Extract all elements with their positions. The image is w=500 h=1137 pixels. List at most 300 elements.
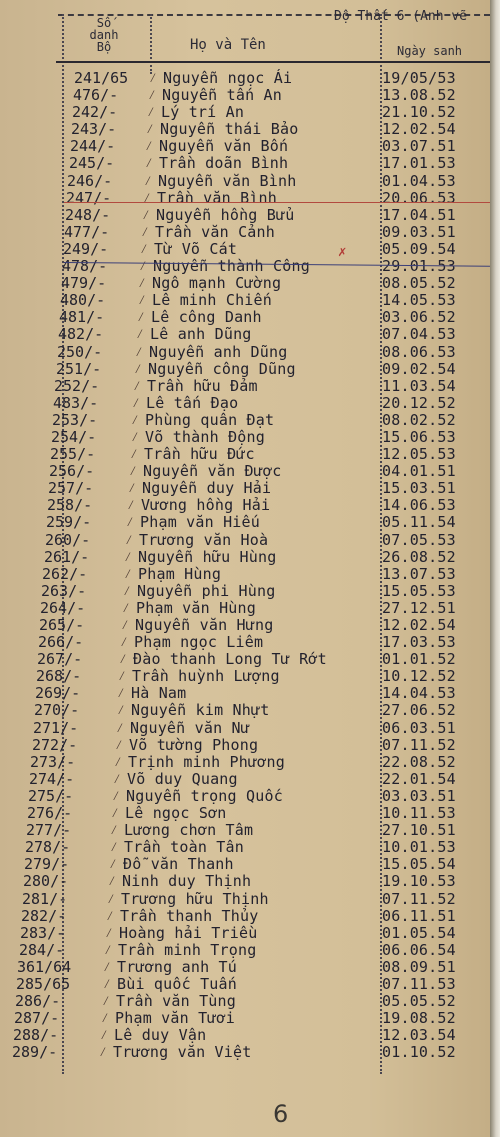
roster-name: Trần văn Tùng [116, 992, 236, 1011]
roster-name: Nguyễn văn Bình [158, 171, 297, 190]
page-number: 6 [273, 1100, 289, 1128]
pencil-tick-icon: ⁄ [138, 293, 146, 309]
roster-name: Trần doãn Bình [159, 154, 289, 173]
table-row [0, 497, 490, 514]
roster-name: Nguyễn thái Bảo [160, 120, 299, 139]
roster-name: Phạm Hùng [138, 564, 222, 583]
pencil-tick-icon: ⁄ [119, 652, 127, 668]
pencil-tick-icon: ⁄ [146, 122, 154, 138]
pencil-tick-icon: ⁄ [148, 88, 156, 104]
roster-name: Vương hồng Hải [141, 496, 271, 515]
roster-birthdate: 03.06.52 [382, 308, 456, 327]
roster-number: 269/- [35, 684, 81, 703]
pencil-tick-icon: ⁄ [149, 71, 157, 86]
table-row [0, 138, 490, 155]
pencil-tick-icon: ⁄ [117, 686, 125, 702]
roster-name: Trương hữu Thịnh [121, 889, 269, 908]
roster-number: 258/- [47, 496, 93, 515]
table-row [0, 514, 490, 531]
red-check-mark: ✗ [338, 244, 347, 260]
roster-number: 483/- [53, 393, 99, 412]
table-row [0, 87, 490, 104]
roster-birthdate: 09.02.54 [382, 359, 456, 378]
roster-number: 271/- [33, 718, 79, 737]
roster-name: Võ thành Động [145, 427, 265, 446]
roster-name: Trần hữu Đức [144, 445, 255, 464]
roster-number: 282/- [21, 906, 67, 925]
table-row [0, 873, 490, 890]
pencil-tick-icon: ⁄ [113, 771, 121, 787]
roster-number: 248/- [65, 205, 111, 224]
roster-birthdate: 06.03.51 [382, 718, 456, 737]
pencil-tick-icon: ⁄ [110, 823, 118, 839]
table-row [0, 685, 490, 702]
pencil-tick-icon: ⁄ [100, 1028, 108, 1044]
pencil-tick-icon: ⁄ [116, 720, 124, 736]
roster-name: Bùi quốc Tuấn [117, 974, 237, 993]
roster-name: Lê tấn Đạo [146, 393, 239, 412]
roster-name: Nguyễn duy Hải [142, 479, 272, 498]
roster-birthdate: 20.06.53 [382, 188, 456, 207]
roster-number: 275/- [28, 786, 74, 805]
pencil-tick-icon: ⁄ [135, 344, 143, 360]
roster-name: Trịnh minh Phương [128, 752, 285, 771]
roster-birthdate: 08.05.52 [382, 274, 456, 293]
table-row [0, 326, 490, 343]
page-edge [490, 0, 500, 1137]
roster-name: Nguyễn công Dũng [148, 359, 296, 378]
roster-name: Ngô mạnh Cường [152, 274, 282, 293]
pencil-tick-icon: ⁄ [102, 994, 110, 1010]
roster-name: Nguyễn ngọc Ái [163, 69, 293, 87]
roster-birthdate: 26.08.52 [382, 547, 456, 566]
pencil-tick-icon: ⁄ [142, 207, 150, 223]
roster-name: Ninh duy Thịnh [122, 872, 252, 891]
roster-name: Trương anh Tú [117, 957, 237, 976]
roster-name: Nguyễn hữu Hùng [138, 547, 277, 566]
roster-number: 281/- [22, 889, 68, 908]
roster-name: Trương văn Việt [113, 1043, 252, 1062]
roster-birthdate: 15.03.51 [382, 479, 456, 498]
roster-list [0, 70, 490, 1061]
roster-name: Lê minh Chiến [152, 291, 272, 310]
roster-name: Trần văn Bình [157, 188, 277, 207]
table-row [0, 737, 490, 754]
table-row [0, 258, 490, 275]
pencil-tick-icon: ⁄ [117, 703, 125, 719]
column-header-date: Ngày sanh [397, 44, 463, 58]
roster-name: Nguyễn trọng Quốc [126, 786, 283, 805]
roster-birthdate: 17.04.51 [382, 205, 456, 224]
table-row [0, 805, 490, 822]
table-row [0, 634, 490, 651]
pencil-tick-icon: ⁄ [111, 806, 119, 822]
roster-name: Trần minh Trọng [118, 940, 257, 959]
pencil-tick-icon: ⁄ [143, 190, 151, 206]
table-row [0, 190, 490, 207]
pencil-tick-icon: ⁄ [106, 908, 114, 924]
roster-birthdate: 14.04.53 [382, 684, 456, 703]
table-row [0, 668, 490, 685]
roster-birthdate: 10.01.53 [382, 838, 456, 857]
department-header: Độ Thất 6 (Anh vẽ [334, 9, 468, 24]
roster-number: 259/- [46, 513, 92, 532]
pencil-tick-icon: ⁄ [101, 1011, 109, 1027]
roster-birthdate: 05.11.54 [382, 513, 456, 532]
column-header-name: Họ và Tên [190, 37, 266, 53]
table-row [0, 395, 490, 412]
roster-name: Lý trí An [161, 103, 245, 122]
table-row [0, 224, 490, 241]
pencil-tick-icon: ⁄ [107, 891, 115, 907]
pencil-tick-icon: ⁄ [118, 669, 126, 685]
roster-number: 278/- [25, 838, 71, 857]
roster-birthdate: 12.02.54 [382, 120, 456, 139]
header-rule [56, 61, 490, 63]
table-row [0, 583, 490, 600]
roster-number: 261/- [44, 547, 90, 566]
roster-birthdate: 13.07.53 [382, 564, 456, 583]
table-row [0, 344, 490, 361]
table-row [0, 856, 490, 873]
roster-name: Trần văn Cảnh [155, 222, 275, 241]
roster-birthdate: 14.06.53 [382, 496, 456, 515]
pencil-tick-icon: ⁄ [127, 498, 135, 514]
roster-name: Nguyễn thành Công [153, 257, 310, 276]
table-row [0, 429, 490, 446]
roster-number: 244/- [70, 137, 116, 156]
roster-birthdate: 07.11.53 [382, 974, 456, 993]
roster-name: Nguyễn văn Được [143, 462, 282, 481]
roster-number: 482/- [58, 325, 104, 344]
roster-birthdate: 07.05.53 [382, 530, 456, 549]
roster-birthdate: 05.09.54 [382, 239, 456, 258]
table-row [0, 361, 490, 378]
pencil-tick-icon: ⁄ [120, 635, 128, 651]
table-row [0, 720, 490, 737]
pencil-tick-icon: ⁄ [147, 105, 155, 121]
pencil-tick-icon: ⁄ [126, 515, 134, 531]
roster-birthdate: 20.12.52 [382, 393, 456, 412]
table-row [0, 839, 490, 856]
roster-name: Nguyễn phi Hùng [137, 581, 276, 600]
table-row [0, 754, 490, 771]
roster-name: Đào thanh Long Tư Rớt [133, 650, 327, 669]
table-row [0, 207, 490, 224]
table-row [0, 942, 490, 959]
pencil-tick-icon: ⁄ [131, 429, 139, 445]
pencil-tick-icon: ⁄ [138, 276, 146, 292]
roster-number: 284/- [19, 940, 65, 959]
roster-birthdate: 07.04.53 [382, 325, 456, 344]
roster-birthdate: 09.03.51 [382, 222, 456, 241]
roster-birthdate: 15.05.53 [382, 581, 456, 600]
roster-number: 243/- [71, 120, 117, 139]
roster-name: Đỗ văn Thanh [123, 855, 234, 874]
roster-name: Lê công Danh [151, 308, 262, 327]
roster-number: 264/- [40, 598, 86, 617]
roster-name: Phạm văn Tươi [115, 1009, 235, 1028]
table-row [0, 241, 490, 258]
pencil-tick-icon: ⁄ [124, 549, 132, 565]
roster-number: 274/- [29, 769, 75, 788]
roster-number: 476/- [73, 86, 119, 105]
roster-number: 283/- [20, 923, 66, 942]
table-row [0, 463, 490, 480]
roster-number: 287/- [14, 1009, 60, 1028]
pencil-tick-icon: ⁄ [132, 395, 140, 411]
roster-name: Phạm văn Hùng [136, 598, 256, 617]
roster-number: 279/- [24, 855, 70, 874]
roster-number: 285/65 [16, 974, 71, 993]
roster-birthdate: 13.08.52 [382, 86, 456, 105]
roster-number: 286/- [15, 992, 61, 1011]
pencil-tick-icon: ⁄ [109, 857, 117, 873]
roster-number: 246/- [67, 171, 113, 190]
roster-number: 272/- [32, 735, 78, 754]
pencil-tick-icon: ⁄ [104, 942, 112, 958]
pencil-tick-icon: ⁄ [131, 412, 139, 428]
roster-number: 262/- [42, 564, 88, 583]
roster-number: 361/64 [17, 957, 72, 976]
roster-birthdate: 15.06.53 [382, 427, 456, 446]
roster-birthdate: 19/05/53 [382, 69, 456, 87]
roster-name: Trần thanh Thủy [120, 906, 259, 925]
table-row [0, 446, 490, 463]
roster-number: 267/- [37, 650, 83, 669]
roster-birthdate: 08.02.52 [382, 410, 456, 429]
roster-name: Lương chơn Tâm [124, 821, 254, 840]
roster-number: 241/65 [74, 69, 129, 87]
table-row [0, 1044, 490, 1061]
table-row [0, 566, 490, 583]
roster-number: 247/- [66, 188, 112, 207]
roster-number: 256/- [49, 462, 95, 481]
roster-birthdate: 21.10.52 [382, 103, 456, 122]
roster-name: Lê duy Vận [114, 1026, 207, 1045]
pencil-tick-icon: ⁄ [130, 447, 138, 463]
roster-birthdate: 10.12.52 [382, 667, 456, 686]
roster-number: 252/- [54, 376, 100, 395]
roster-name: Võ tường Phong [129, 735, 259, 754]
pencil-tick-icon: ⁄ [122, 600, 130, 616]
table-row [0, 702, 490, 719]
pencil-tick-icon: ⁄ [110, 840, 118, 856]
table-row [0, 412, 490, 429]
pencil-tick-icon: ⁄ [145, 156, 153, 172]
pencil-tick-icon: ⁄ [115, 737, 123, 753]
roster-birthdate: 07.11.52 [382, 735, 456, 754]
roster-birthdate: 05.05.52 [382, 992, 456, 1011]
table-row [0, 532, 490, 549]
roster-number: 277/- [26, 821, 72, 840]
roster-number: 242/- [72, 103, 118, 122]
table-row [0, 70, 490, 87]
table-row [0, 292, 490, 309]
table-row [0, 173, 490, 190]
roster-birthdate: 06.11.51 [382, 906, 456, 925]
column-header-number: Số danh Bộ [89, 16, 119, 54]
roster-number: 288/- [13, 1026, 59, 1045]
roster-number: 276/- [27, 804, 73, 823]
roster-name: Hoàng hải Triều [119, 923, 258, 942]
roster-birthdate: 15.05.54 [382, 855, 456, 874]
roster-birthdate: 01.10.52 [382, 1043, 456, 1062]
roster-name: Nguyễn tấn An [162, 86, 282, 105]
roster-name: Lê ngọc Sơn [125, 804, 227, 823]
roster-name: Phạm ngọc Liêm [134, 633, 264, 652]
table-row [0, 822, 490, 839]
roster-number: 251/- [56, 359, 102, 378]
roster-name: Từ Võ Cát [154, 239, 238, 258]
table-row [0, 617, 490, 634]
roster-name: Nguyễn văn Bốn [159, 137, 289, 156]
table-row [0, 925, 490, 942]
pencil-tick-icon: ⁄ [121, 618, 129, 633]
pencil-tick-icon: ⁄ [112, 788, 120, 804]
roster-number: 245/- [69, 154, 115, 173]
roster-birthdate: 19.10.53 [382, 872, 456, 891]
roster-birthdate: 01.05.54 [382, 923, 456, 942]
roster-birthdate: 12.03.54 [382, 1026, 456, 1045]
pencil-tick-icon: ⁄ [99, 1045, 107, 1061]
roster-birthdate: 27.10.51 [382, 821, 456, 840]
roster-name: Trần huỳnh Lượng [132, 667, 280, 686]
roster-name: Nguyễn anh Dũng [149, 342, 288, 361]
table-row [0, 993, 490, 1010]
roster-birthdate: 03.07.51 [382, 137, 456, 156]
pencil-tick-icon: ⁄ [114, 754, 122, 770]
roster-name: Võ duy Quang [127, 769, 238, 788]
pencil-tick-icon: ⁄ [139, 259, 147, 275]
roster-name: Phạm văn Hiếu [140, 513, 260, 532]
roster-number: 255/- [50, 445, 96, 464]
table-row [0, 480, 490, 497]
table-row [0, 1010, 490, 1027]
roster-number: 289/- [12, 1043, 58, 1062]
roster-birthdate: 11.03.54 [382, 376, 456, 395]
pencil-tick-icon: ⁄ [136, 327, 144, 343]
roster-birthdate: 29.01.53 [382, 257, 456, 276]
roster-number: 478/- [62, 257, 108, 276]
table-row [0, 549, 490, 566]
roster-name: Nguyễn hồng Bửu [156, 205, 295, 224]
pencil-tick-icon: ⁄ [144, 173, 152, 189]
roster-number: 477/- [64, 222, 110, 241]
roster-number: 480/- [60, 291, 106, 310]
roster-birthdate: 22.01.54 [382, 769, 456, 788]
roster-birthdate: 27.12.51 [382, 598, 456, 617]
pencil-tick-icon: ⁄ [145, 139, 153, 155]
table-row [0, 1027, 490, 1044]
roster-number: 481/- [59, 308, 105, 327]
roster-birthdate: 08.06.53 [382, 342, 456, 361]
roster-birthdate: 22.08.52 [382, 752, 456, 771]
roster-birthdate: 12.05.53 [382, 445, 456, 464]
roster-birthdate: 14.05.53 [382, 291, 456, 310]
roster-number: 265/- [39, 616, 85, 634]
roster-name: Trần toàn Tân [124, 838, 244, 857]
table-row [0, 155, 490, 172]
pencil-tick-icon: ⁄ [123, 583, 131, 599]
roster-number: 479/- [61, 274, 107, 293]
table-row [0, 959, 490, 976]
roster-birthdate: 19.08.52 [382, 1009, 456, 1028]
table-row [0, 651, 490, 668]
roster-name: Trần hữu Đảm [147, 376, 258, 395]
roster-number: 263/- [41, 581, 87, 600]
table-row [0, 976, 490, 993]
table-row [0, 908, 490, 925]
pencil-tick-icon: ⁄ [103, 959, 111, 975]
roster-number: 280/- [23, 872, 69, 891]
roster-name: Nguyễn kim Nhựt [131, 701, 270, 720]
red-strike-line [64, 202, 490, 203]
roster-birthdate: 17.01.53 [382, 154, 456, 173]
table-row [0, 309, 490, 326]
roster-birthdate: 08.09.51 [382, 957, 456, 976]
roster-birthdate: 06.06.54 [382, 940, 456, 959]
roster-birthdate: 27.06.52 [382, 701, 456, 720]
table-row [0, 275, 490, 292]
roster-birthdate: 01.01.52 [382, 650, 456, 669]
roster-number: 257/- [48, 479, 94, 498]
roster-number: 250/- [57, 342, 103, 361]
pencil-tick-icon: ⁄ [133, 378, 141, 394]
table-row [0, 104, 490, 121]
roster-birthdate: 17.03.53 [382, 633, 456, 652]
roster-birthdate: 03.03.51 [382, 786, 456, 805]
roster-birthdate: 04.01.51 [382, 462, 456, 481]
pencil-tick-icon: ⁄ [140, 241, 148, 257]
pencil-tick-icon: ⁄ [105, 925, 113, 941]
roster-birthdate: 01.04.53 [382, 171, 456, 190]
roster-number: 273/- [30, 752, 76, 771]
pencil-tick-icon: ⁄ [128, 481, 136, 497]
roster-name: Nguyễn văn Hưng [135, 616, 274, 634]
roster-name: Trương văn Hoà [139, 530, 269, 549]
pencil-tick-icon: ⁄ [108, 874, 116, 890]
roster-name: Phùng quân Đạt [145, 410, 275, 429]
roster-name: Lê anh Dũng [150, 325, 252, 344]
roster-number: 249/- [63, 239, 109, 258]
table-row [0, 771, 490, 788]
roster-name: Nguyễn văn Nư [130, 718, 250, 737]
roster-number: 266/- [38, 633, 84, 652]
table-row [0, 788, 490, 805]
column-divider [150, 14, 152, 74]
roster-number: 253/- [52, 410, 98, 429]
pencil-tick-icon: ⁄ [141, 224, 149, 240]
roster-birthdate: 12.02.54 [382, 616, 456, 634]
roster-name: Hà Nam [131, 684, 187, 703]
pencil-tick-icon: ⁄ [137, 310, 145, 326]
roster-number: 254/- [51, 427, 97, 446]
table-row [0, 891, 490, 908]
roster-number: 270/- [34, 701, 80, 720]
pencil-tick-icon: ⁄ [129, 464, 137, 480]
roster-number: 268/- [36, 667, 82, 686]
table-row [0, 378, 490, 395]
pencil-tick-icon: ⁄ [103, 976, 111, 992]
roster-number: 260/- [45, 530, 91, 549]
pencil-tick-icon: ⁄ [134, 361, 142, 377]
roster-birthdate: 10.11.53 [382, 804, 456, 823]
pencil-tick-icon: ⁄ [124, 566, 132, 582]
table-row [0, 600, 490, 617]
pencil-tick-icon: ⁄ [125, 532, 133, 548]
table-row [0, 121, 490, 138]
